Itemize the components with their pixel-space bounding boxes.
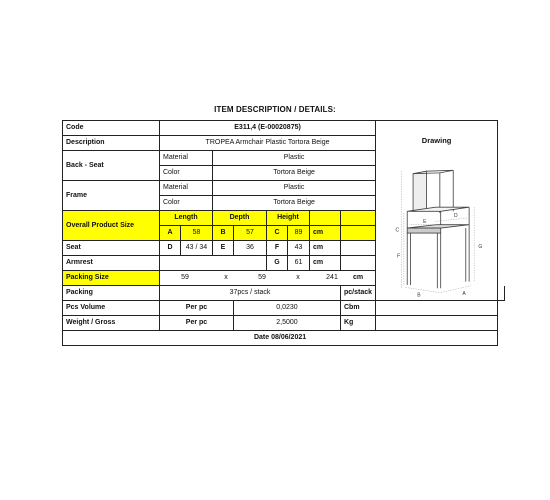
- row-volume: [63, 301, 505, 316]
- drawing-cell: [376, 121, 498, 301]
- label-packing-size: Packing Size: [63, 271, 160, 286]
- packing-v3: 241: [326, 274, 338, 281]
- value-g: 61: [288, 256, 310, 271]
- letter-g: G: [267, 256, 288, 271]
- back-seat-material-value: Plastic: [213, 151, 376, 166]
- back-seat-material-label: Material: [160, 151, 213, 166]
- drawing-letter-a: A: [462, 290, 466, 297]
- packing-size-inner-row: [160, 271, 375, 285]
- letter-c: C: [267, 226, 288, 241]
- label-seat: Seat: [63, 241, 160, 256]
- armrest-blank-2: [341, 256, 376, 271]
- unit-packing: pc/stack: [341, 286, 376, 301]
- chair-seat: [407, 225, 469, 228]
- value-f: 43: [288, 241, 310, 256]
- packing-size-inner: [160, 271, 375, 285]
- per-pc-weight: Per pc: [160, 316, 234, 331]
- label-back-seat: Back - Seat: [63, 151, 160, 181]
- label-overall-size: Overall Product Size: [63, 211, 160, 241]
- value-volume: 0,0230: [234, 301, 341, 316]
- label-weight: Weight / Gross: [63, 316, 160, 331]
- header-depth: Depth: [213, 211, 267, 226]
- document-title: ITEM DESCRIPTION / DETAILS:: [214, 105, 336, 114]
- document-date: Date 08/06/2021: [63, 331, 498, 346]
- frame-color-value: Tortora Beige: [213, 196, 376, 211]
- value-a: 58: [181, 226, 213, 241]
- header-length: Length: [160, 211, 213, 226]
- letter-b: B: [213, 226, 234, 241]
- unit-armrest: cm: [310, 256, 341, 271]
- drawing-letter-d: D: [454, 213, 458, 220]
- label-volume: Pcs Volume: [63, 301, 160, 316]
- chair-seat-front: [407, 228, 440, 233]
- chair-back: [413, 171, 426, 211]
- drawing-letter-g: G: [478, 244, 483, 251]
- value-e: 36: [234, 241, 267, 256]
- letter-d: D: [160, 241, 181, 256]
- drawing-label: Drawing: [421, 136, 452, 145]
- dim-line-a: [441, 286, 471, 293]
- unit-weight: Kg: [341, 316, 376, 331]
- letter-f: F: [267, 241, 288, 256]
- header-blank-2: [341, 211, 376, 226]
- packing-v1: 59: [181, 274, 189, 281]
- row-date: [63, 331, 505, 346]
- label-code: Code: [63, 121, 160, 136]
- value-b: 57: [234, 226, 267, 241]
- row-weight: [63, 316, 505, 331]
- frame-color-label: Color: [160, 196, 213, 211]
- back-seat-color-value: Tortora Beige: [213, 166, 376, 181]
- header-blank: [310, 211, 341, 226]
- value-description: TROPEA Armchair Plastic Tortora Beige: [160, 136, 376, 151]
- drawing-letter-e: E: [423, 219, 427, 226]
- drawing-letter-c: C: [395, 227, 400, 234]
- chair-drawing: [376, 121, 497, 300]
- per-pc-volume: Per pc: [160, 301, 234, 316]
- packing-x2: x: [296, 274, 300, 281]
- unit-overall: cm: [310, 226, 341, 241]
- label-description: Description: [63, 136, 160, 151]
- value-weight: 2,5000: [234, 316, 341, 331]
- letter-a: A: [160, 226, 181, 241]
- value-packing: 37pcs / stack: [160, 286, 341, 301]
- back-seat-color-label: Color: [160, 166, 213, 181]
- drawing-letter-b: B: [417, 292, 421, 299]
- label-packing: Packing: [63, 286, 160, 301]
- value-d: 43 / 34: [181, 241, 213, 256]
- dim-line-b: [406, 287, 439, 292]
- drawing-bottom-3: [376, 316, 498, 331]
- unit-seat: cm: [310, 241, 341, 256]
- value-code: E311,4 (E-00020875): [160, 121, 376, 136]
- frame-material-value: Plastic: [213, 181, 376, 196]
- unit-volume: Cbm: [341, 301, 376, 316]
- letter-e: E: [213, 241, 234, 256]
- packing-x1: x: [224, 274, 228, 281]
- spec-table: [62, 120, 505, 346]
- row-code: [63, 121, 505, 136]
- drawing-bottom-2: [376, 301, 498, 316]
- packing-v2: 59: [258, 274, 266, 281]
- packing-size-values: [160, 271, 376, 286]
- header-height: Height: [267, 211, 310, 226]
- overall-blank: [341, 226, 376, 241]
- seat-blank: [341, 241, 376, 256]
- packing-size-unit: cm: [353, 274, 364, 281]
- drawing-letter-f: F: [397, 253, 401, 260]
- label-frame: Frame: [63, 181, 160, 211]
- drawing-bottom-1: [498, 286, 505, 301]
- frame-material-label: Material: [160, 181, 213, 196]
- armrest-blank: [160, 256, 267, 271]
- label-armrest: Armrest: [63, 256, 160, 271]
- value-c: 89: [288, 226, 310, 241]
